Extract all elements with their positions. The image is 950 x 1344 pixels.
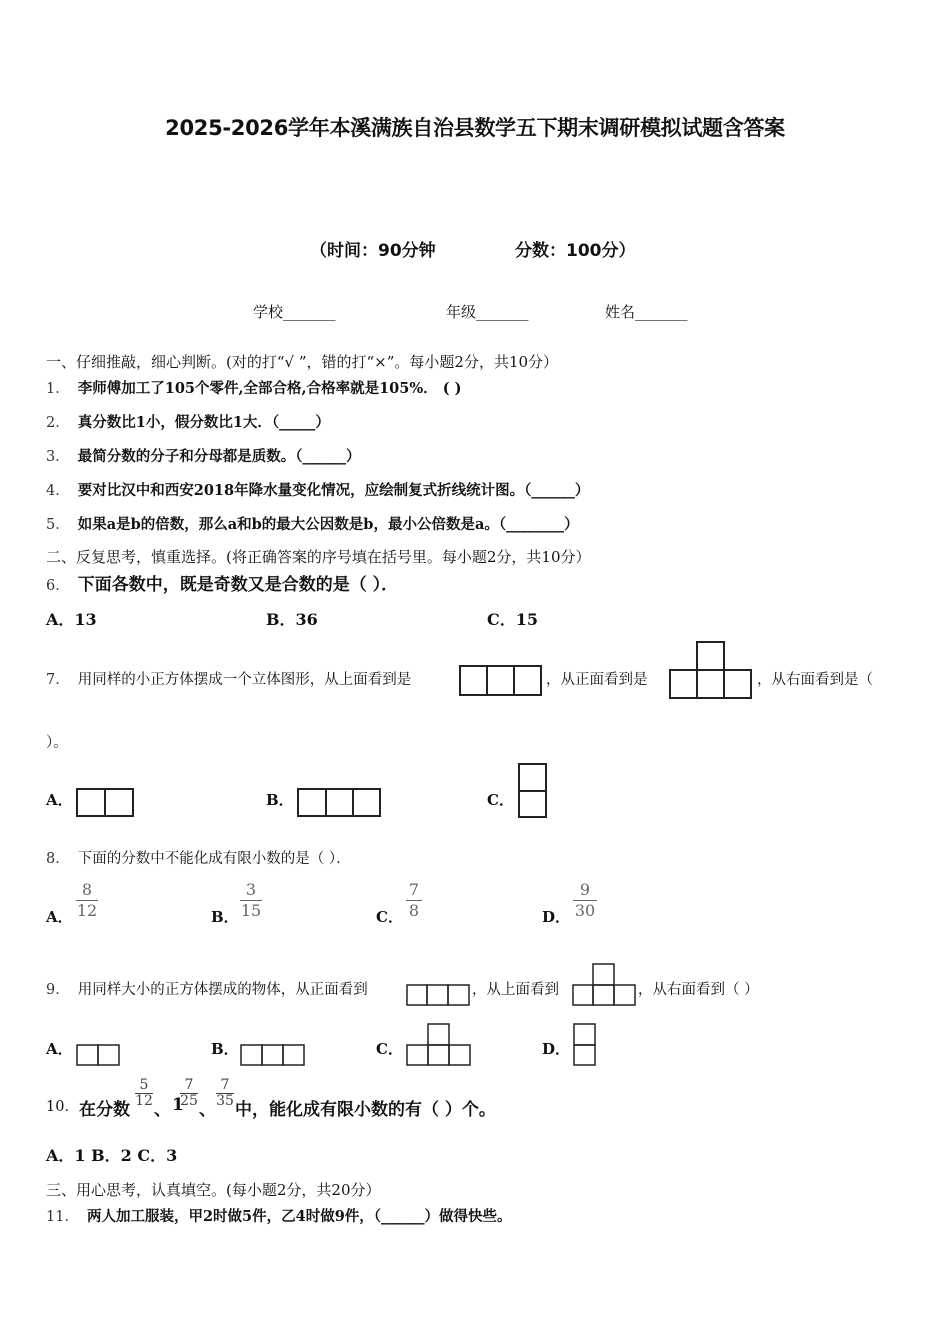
q8-option-b[interactable]: B． bbox=[211, 908, 239, 926]
q9-option-c-figure bbox=[406, 1023, 471, 1066]
numerator: 5 bbox=[139, 1077, 149, 1093]
page-title: 2025-2026学年本溪满族自治县数学五下期末调研模拟试题含答案 bbox=[165, 116, 785, 140]
exam-time: （时间：90分钟 bbox=[310, 241, 436, 261]
denominator: 8 bbox=[408, 901, 420, 920]
question-text: 李师傅加工了105个零件,全部合格,合格率就是105%． ( ) bbox=[77, 380, 462, 397]
q8-option-c[interactable]: C． bbox=[376, 908, 403, 926]
question-number: 6． bbox=[46, 578, 70, 594]
question-4 bbox=[46, 479, 589, 500]
question-text: 最简分数的分子和分母都是质数。（______） bbox=[77, 448, 361, 465]
question-7 bbox=[46, 668, 411, 689]
question-9-part-c: ，从右面看到（ ） bbox=[638, 982, 759, 998]
denominator: 12 bbox=[76, 901, 98, 920]
q9-front-view-figure bbox=[406, 984, 470, 1006]
q9-top-view-figure bbox=[572, 963, 636, 1006]
q9-option-b[interactable]: B． bbox=[211, 1040, 239, 1058]
q7-option-b-figure bbox=[297, 788, 382, 818]
question-5 bbox=[46, 513, 579, 534]
numerator: 7 bbox=[220, 1077, 230, 1093]
question-text: 真分数比1小，假分数比1大．（_____） bbox=[77, 414, 330, 431]
denominator: 12 bbox=[135, 1093, 153, 1109]
q8-option-b-fraction bbox=[240, 881, 262, 920]
numerator: 9 bbox=[579, 880, 591, 899]
question-number: 2． bbox=[46, 415, 70, 431]
q8-option-a[interactable]: A． bbox=[46, 908, 73, 926]
question-3 bbox=[46, 445, 360, 466]
q10-separator-1: 、 bbox=[154, 1100, 171, 1120]
question-2 bbox=[46, 411, 330, 432]
q7-option-a[interactable]: A． bbox=[46, 791, 73, 809]
question-8 bbox=[46, 847, 351, 868]
q7-option-c[interactable]: C． bbox=[487, 791, 514, 809]
denominator: 15 bbox=[240, 901, 262, 920]
question-7-part-d: ）。 bbox=[46, 735, 68, 751]
question-text: 下面的分数中不能化成有限小数的是（ ）． bbox=[77, 851, 351, 867]
question-number: 11． bbox=[46, 1209, 79, 1225]
school-field[interactable]: 学校_______ bbox=[253, 303, 336, 321]
q10-options[interactable]: A．1 B．2 C．3 bbox=[46, 1146, 178, 1165]
section-3-heading: 三、用心思考，认真填空。(每小题2分，共20分） bbox=[46, 1181, 381, 1199]
question-text-a: 用同样的小正方体摆成一个立体图形，从上面看到是 bbox=[77, 672, 412, 688]
question-number: 8． bbox=[46, 851, 70, 867]
exam-score: 分数：100分） bbox=[515, 241, 636, 261]
question-9-part-b: ，从上面看到 bbox=[472, 982, 559, 998]
question-10-text-b: 中，能化成有限小数的有（ ）个。 bbox=[235, 1100, 496, 1120]
question-9 bbox=[46, 978, 368, 999]
question-number: 5． bbox=[46, 517, 70, 533]
q7-option-a-figure bbox=[76, 788, 134, 818]
q9-option-c[interactable]: C． bbox=[376, 1040, 403, 1058]
q10-separator-2: 、 bbox=[199, 1100, 216, 1120]
q8-option-a-fraction bbox=[76, 881, 98, 920]
question-7-part-b: ，从正面看到是 bbox=[546, 672, 648, 688]
denominator: 25 bbox=[180, 1093, 198, 1109]
denominator: 35 bbox=[216, 1093, 234, 1109]
numerator: 8 bbox=[81, 880, 93, 899]
q8-option-c-fraction bbox=[406, 881, 422, 920]
q6-option-a[interactable]: A．13 bbox=[46, 610, 97, 629]
question-number: 7． bbox=[46, 672, 70, 688]
numerator: 7 bbox=[408, 880, 420, 899]
grade-field[interactable]: 年级_______ bbox=[446, 303, 529, 321]
question-7-part-c: ，从右面看到是（ bbox=[757, 672, 873, 688]
question-10-text-a: 在分数 bbox=[79, 1100, 130, 1120]
q9-option-b-figure bbox=[240, 1044, 305, 1066]
question-text-a: 用同样大小的正方体摆成的物体，从正面看到 bbox=[77, 982, 368, 998]
numerator: 3 bbox=[245, 880, 257, 899]
section-1-heading: 一、仔细推敲，细心判断。(对的打“√ ”，错的打“×”。每小题2分，共10分） bbox=[46, 353, 559, 371]
q8-option-d[interactable]: D． bbox=[542, 908, 571, 926]
numerator: 7 bbox=[184, 1077, 194, 1093]
question-11 bbox=[46, 1205, 512, 1226]
question-6 bbox=[46, 570, 398, 595]
q10-whole-number: 1 bbox=[172, 1095, 184, 1115]
q8-option-d-fraction bbox=[573, 881, 597, 920]
question-1 bbox=[46, 377, 461, 398]
q7-top-view-figure bbox=[459, 665, 543, 697]
question-number: 1． bbox=[46, 381, 70, 397]
section-2-heading: 二、反复思考，慎重选择。(将正确答案的序号填在括号里。每小题2分，共10分） bbox=[46, 548, 591, 566]
question-10-number: 10． bbox=[46, 1099, 79, 1115]
question-text: 下面各数中，既是奇数又是合数的是（ ）． bbox=[77, 575, 399, 595]
q10-fraction-3 bbox=[216, 1078, 234, 1109]
question-number: 4． bbox=[46, 483, 70, 499]
q9-option-d-figure bbox=[573, 1023, 596, 1066]
q6-option-b[interactable]: B．36 bbox=[266, 610, 318, 629]
q9-option-a[interactable]: A． bbox=[46, 1040, 73, 1058]
question-text: 要对比汉中和西安2018年降水量变化情况，应绘制复式折线统计图。（______） bbox=[77, 482, 590, 499]
question-text: 如果a是b的倍数，那么a和b的最大公因数是b，最小公倍数是a。（________） bbox=[77, 516, 579, 533]
q7-front-view-figure bbox=[669, 641, 753, 699]
denominator: 30 bbox=[574, 901, 596, 920]
name-field[interactable]: 姓名_______ bbox=[605, 303, 688, 321]
q10-fraction-2 bbox=[180, 1078, 198, 1109]
question-text: 两人加工服装，甲2时做5件，乙4时做9件，（______）做得快些。 bbox=[86, 1208, 512, 1225]
question-number: 3． bbox=[46, 449, 70, 465]
q6-option-c[interactable]: C．15 bbox=[487, 610, 539, 629]
q7-option-b[interactable]: B． bbox=[266, 791, 294, 809]
q9-option-a-figure bbox=[76, 1044, 120, 1066]
q9-option-d[interactable]: D． bbox=[542, 1040, 571, 1058]
question-number: 9． bbox=[46, 982, 70, 998]
q10-fraction-1 bbox=[135, 1078, 153, 1109]
q7-option-c-figure bbox=[518, 763, 548, 819]
